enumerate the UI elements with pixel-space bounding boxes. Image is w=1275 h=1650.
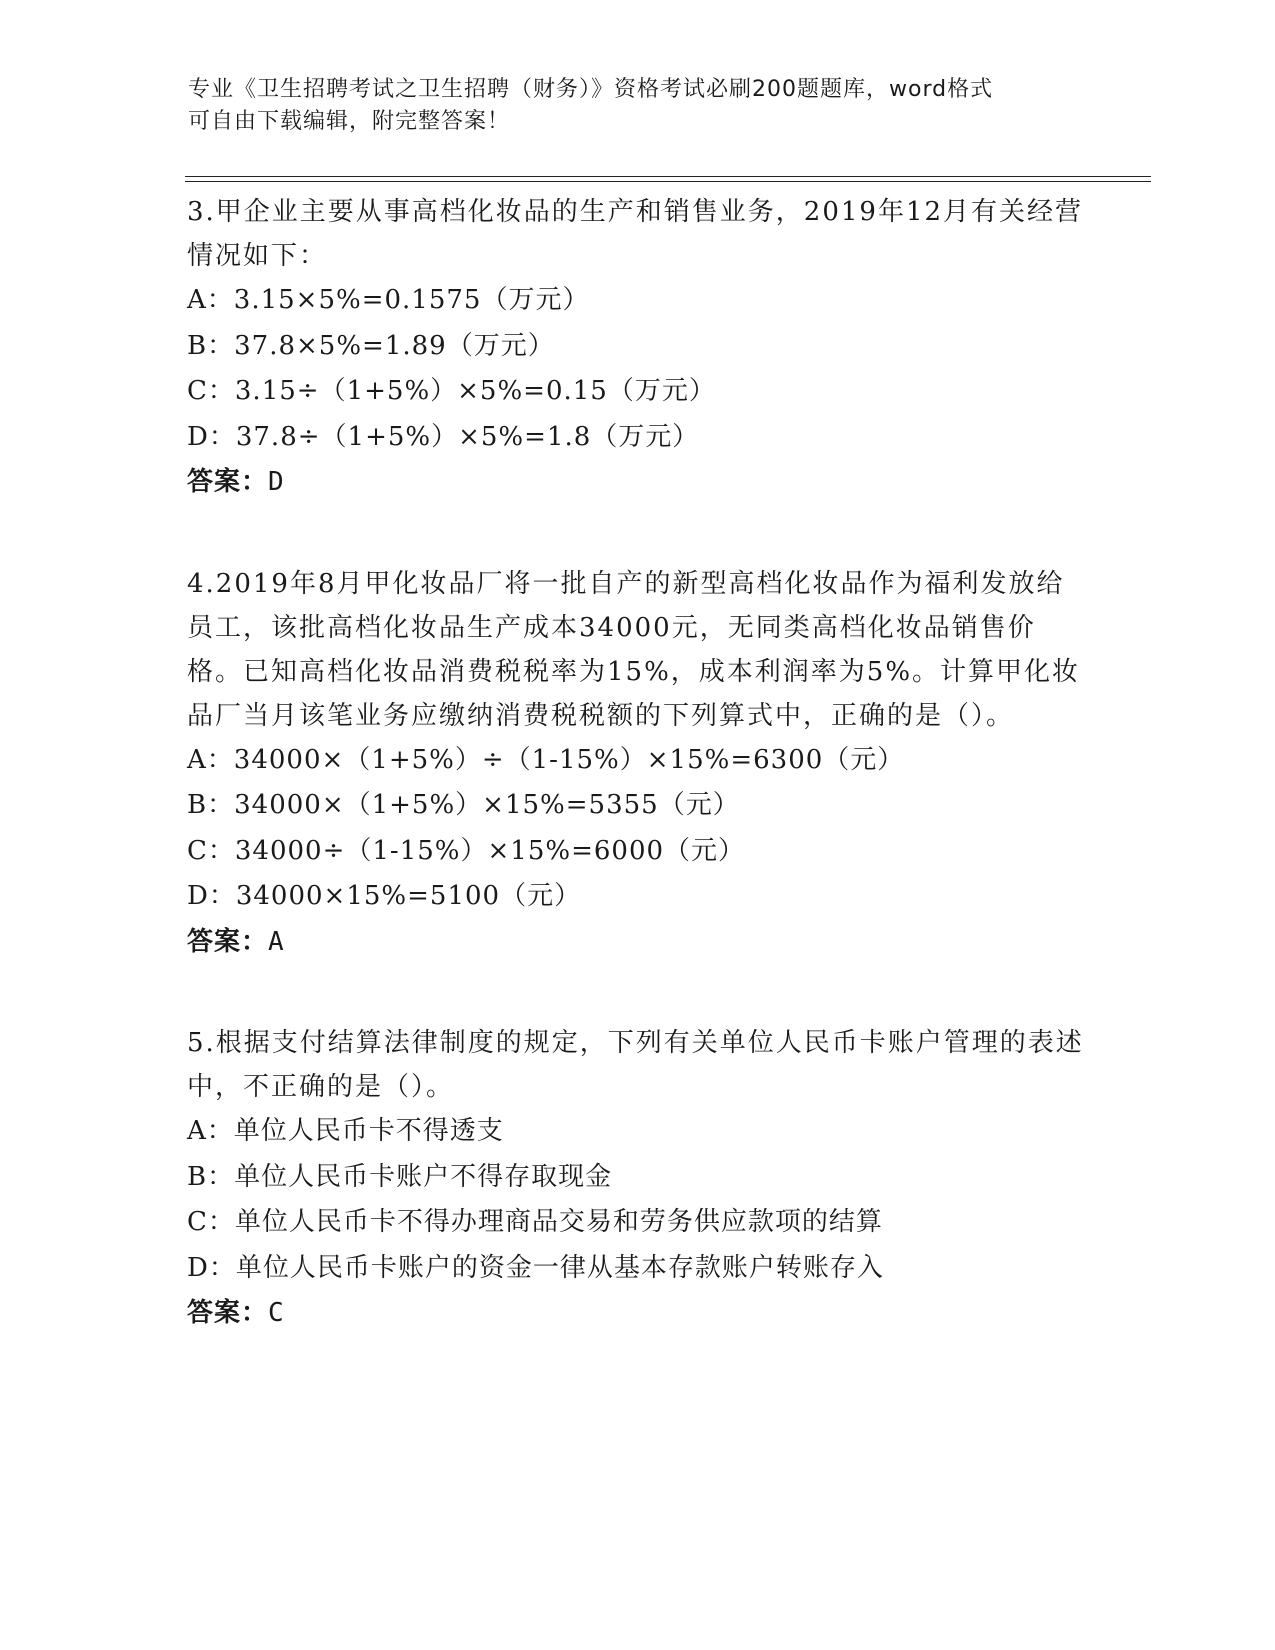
answer-value: C xyxy=(268,1298,285,1328)
answer-value: D xyxy=(268,467,285,497)
answer-label: 答案： xyxy=(187,467,269,497)
answer-label: 答案： xyxy=(187,1298,269,1328)
question-block-5 xyxy=(187,1021,1087,1337)
document-header xyxy=(188,74,1068,138)
answer-line xyxy=(187,920,1087,966)
option-d: D：34000×15%=5100（元） xyxy=(187,881,582,911)
option-a: A：3.15×5%=0.1575（万元） xyxy=(187,285,590,315)
option-c: C：34000÷（1-15%）×15%=6000（元） xyxy=(187,835,746,866)
option-a: A：单位人民币卡不得透支 xyxy=(187,1116,504,1146)
header-divider-bottom xyxy=(185,181,1151,182)
header-line-1: 专业《卫生招聘考试之卫生招聘（财务）》资格考试必刷200题题库，word格式 xyxy=(188,77,994,102)
header-divider-top xyxy=(185,176,1151,177)
spacer xyxy=(187,965,1087,1021)
option-b: B：单位人民币卡账户不得存取现金 xyxy=(187,1161,613,1192)
answer-label: 答案： xyxy=(187,926,269,957)
option-a: A：34000×（1+5%）÷（1-15%）×15%=6300（元） xyxy=(187,744,905,775)
answer-line xyxy=(187,1291,1087,1337)
header-line-2: 可自由下载编辑，附完整答案！ xyxy=(188,109,511,134)
question-text: 5.根据支付结算法律制度的规定，下列有关单位人民币卡账户管理的表述中，不正确的是（）。 xyxy=(187,1028,1084,1102)
option-c: C：单位人民币卡不得办理商品交易和劳务供应款项的结算 xyxy=(187,1207,883,1237)
option-b: B：34000×（1+5%）×15%=5355（元） xyxy=(187,790,740,820)
option-d: D：37.8÷（1+5%）×5%=1.8（万元） xyxy=(187,421,700,452)
question-block-3 xyxy=(187,190,1087,506)
answer-line xyxy=(187,460,1087,506)
option-c: C：3.15÷（1+5%）×5%=0.15（万元） xyxy=(187,376,716,406)
option-b: B：37.8×5%=1.89（万元） xyxy=(187,330,555,361)
question-text: 4.2019年8月甲化妆品厂将一批自产的新型高档化妆品作为福利发放给员工，该批高档化妆品生产成本34000元，无同类高档化妆品销售价格。已知高档化妆品消费税税率为15%，成本利润率为5%。计算甲化妆品厂当月该笔业务应缴纳消费税税额的下列算式中，正确的是（）。 xyxy=(187,568,1081,731)
answer-value: A xyxy=(268,926,285,957)
option-d: D：单位人民币卡账户的资金一律从基本存款账户转账存入 xyxy=(187,1252,884,1283)
question-block-4 xyxy=(187,562,1087,966)
question-text: 3.甲企业主要从事高档化妆品的生产和销售业务，2019年12月有关经营情况如下： xyxy=(187,197,1084,271)
question-list xyxy=(187,190,1087,1337)
spacer xyxy=(187,506,1087,562)
